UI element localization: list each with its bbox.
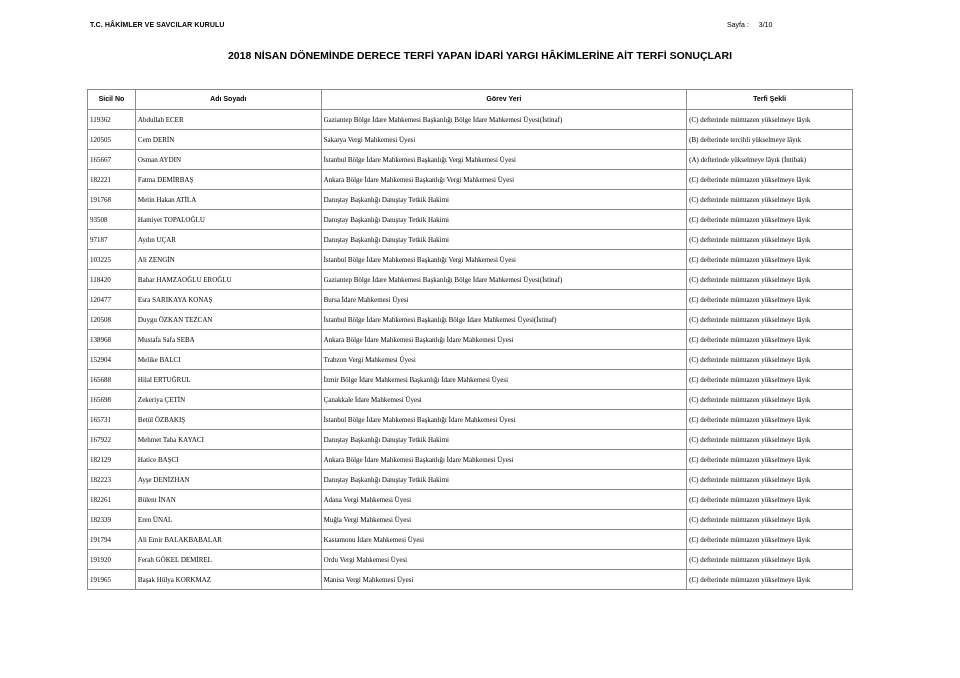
duty-location-cell: Danıştay Başkanlığı Danıştay Tetkik Hakimi bbox=[321, 190, 687, 210]
duty-location-cell: Danıştay Başkanlığı Danıştay Tetkik Hakimi bbox=[321, 210, 687, 230]
name-cell: Osman AYDIN bbox=[135, 150, 321, 170]
name-cell: Duygu ÖZKAN TEZCAN bbox=[135, 310, 321, 330]
name-cell: Metin Hakan ATİLA bbox=[135, 190, 321, 210]
table-row bbox=[88, 570, 853, 590]
name-cell: Mustafa Safa SEBA bbox=[135, 330, 321, 350]
duty-location-cell: Danıştay Başkanlığı Danıştay Tetkik Hakimi bbox=[321, 470, 687, 490]
table-row bbox=[88, 390, 853, 410]
duty-location-cell: Ankara Bölge İdare Mahkemesi Başkanlığı Vergi Mahkemesi Üyesi bbox=[321, 170, 687, 190]
promotion-type-cell: (C) defterinde mümtazen yükselmeye lâyık bbox=[687, 350, 853, 370]
duty-location-cell: İstanbul Bölge İdare Mahkemesi Başkanlığı Vergi Mahkemesi Üyesi bbox=[321, 150, 687, 170]
name-cell: Cem DERİN bbox=[135, 130, 321, 150]
table-row bbox=[88, 330, 853, 350]
name-cell: Ayşe DENİZHAN bbox=[135, 470, 321, 490]
promotion-type-cell: (A) defterinde yükselmeye lâyık (İntibak) bbox=[687, 150, 853, 170]
duty-location-cell: Trabzon Vergi Mahkemesi Üyesi bbox=[321, 350, 687, 370]
name-cell: Zekeriya ÇETİN bbox=[135, 390, 321, 410]
table-row bbox=[88, 190, 853, 210]
promotion-type-cell: (C) defterinde mümtazen yükselmeye lâyık bbox=[687, 510, 853, 530]
duty-location-cell: Muğla Vergi Mahkemesi Üyesi bbox=[321, 510, 687, 530]
promotion-type-cell: (C) defterinde mümtazen yükselmeye lâyık bbox=[687, 270, 853, 290]
table-row bbox=[88, 130, 853, 150]
promotion-type-cell: (C) defterinde mümtazen yükselmeye lâyık bbox=[687, 410, 853, 430]
table-row bbox=[88, 490, 853, 510]
duty-location-cell: Gaziantep Bölge İdare Mahkemesi Başkanlığı Bölge İdare Mahkemesi Üyesi(İstinaf) bbox=[321, 270, 687, 290]
promotion-type-cell: (B) defterinde tercihli yükselmeye lâyık bbox=[687, 130, 853, 150]
name-cell: Bahar HAMZAOĞLU EROĞLU bbox=[135, 270, 321, 290]
duty-location-cell: İstanbul Bölge İdare Mahkemesi Başkanlığı Vergi Mahkemesi Üyesi bbox=[321, 250, 687, 270]
promotion-type-cell: (C) defterinde mümtazen yükselmeye lâyık bbox=[687, 430, 853, 450]
name-cell: Başak Hülya KORKMAZ bbox=[135, 570, 321, 590]
duty-location-cell: Bursa İdare Mahkemesi Üyesi bbox=[321, 290, 687, 310]
duty-location-cell: Adana Vergi Mahkemesi Üyesi bbox=[321, 490, 687, 510]
name-cell: Hatice BAŞCI bbox=[135, 450, 321, 470]
duty-location-cell: İzmir Bölge İdare Mahkemesi Başkanlığı İdare Mahkemesi Üyesi bbox=[321, 370, 687, 390]
registry-no-cell: 191920 bbox=[88, 550, 136, 570]
name-cell: Ali ZENGİN bbox=[135, 250, 321, 270]
registry-no-cell: 120477 bbox=[88, 290, 136, 310]
registry-no-cell: 191965 bbox=[88, 570, 136, 590]
registry-no-cell: 182221 bbox=[88, 170, 136, 190]
promotion-type-cell: (C) defterinde mümtazen yükselmeye lâyık bbox=[687, 290, 853, 310]
name-cell: Melike BALCI bbox=[135, 350, 321, 370]
registry-no-cell: 165688 bbox=[88, 370, 136, 390]
promotion-type-cell: (C) defterinde mümtazen yükselmeye lâyık bbox=[687, 230, 853, 250]
promotion-type-cell: (C) defterinde mümtazen yükselmeye lâyık bbox=[687, 190, 853, 210]
duty-location-cell: İstanbul Bölge İdare Mahkemesi Başkanlığı İdare Mahkemesi Üyesi bbox=[321, 410, 687, 430]
table-row bbox=[88, 350, 853, 370]
name-cell: Abdullah ECER bbox=[135, 110, 321, 130]
page-number: 3/10 bbox=[758, 22, 773, 29]
table-row bbox=[88, 230, 853, 250]
registry-no-cell: 118420 bbox=[88, 270, 136, 290]
duty-location-cell: Ordu Vergi Mahkemesi Üyesi bbox=[321, 550, 687, 570]
table-row bbox=[88, 270, 853, 290]
registry-no-cell: 165731 bbox=[88, 410, 136, 430]
page-label: Sayfa : bbox=[727, 22, 749, 29]
promotion-type-cell: (C) defterinde mümtazen yükselmeye lâyık bbox=[687, 450, 853, 470]
registry-no-cell: 119362 bbox=[88, 110, 136, 130]
name-cell: Mehmet Taha KAYACI bbox=[135, 430, 321, 450]
duty-location-cell: Sakarya Vergi Mahkemesi Üyesi bbox=[321, 130, 687, 150]
registry-no-cell: 93508 bbox=[88, 210, 136, 230]
name-cell: Eren ÜNAL bbox=[135, 510, 321, 530]
page-indicator bbox=[727, 22, 782, 29]
table-row bbox=[88, 150, 853, 170]
table-row bbox=[88, 410, 853, 430]
table-row bbox=[88, 450, 853, 470]
table-body bbox=[88, 110, 853, 590]
name-cell: Esra SARIKAYA KONAŞ bbox=[135, 290, 321, 310]
registry-no-cell: 167922 bbox=[88, 430, 136, 450]
registry-no-cell: 191768 bbox=[88, 190, 136, 210]
table-row bbox=[88, 210, 853, 230]
table-row bbox=[88, 310, 853, 330]
duty-location-cell: İstanbul Bölge İdare Mahkemesi Başkanlığı Bölge İdare Mahkemesi Üyesi(İstinaf) bbox=[321, 310, 687, 330]
promotion-type-cell: (C) defterinde mümtazen yükselmeye lâyık bbox=[687, 530, 853, 550]
table-row bbox=[88, 530, 853, 550]
column-header-name: Adı Soyadı bbox=[135, 90, 321, 110]
table-row bbox=[88, 370, 853, 390]
name-cell: Bülent İNAN bbox=[135, 490, 321, 510]
name-cell: Hilal ERTUĞRUL bbox=[135, 370, 321, 390]
duty-location-cell: Çanakkale İdare Mahkemesi Üyesi bbox=[321, 390, 687, 410]
duty-location-cell: Manisa Vergi Mahkemesi Üyesi bbox=[321, 570, 687, 590]
registry-no-cell: 152904 bbox=[88, 350, 136, 370]
registry-no-cell: 103225 bbox=[88, 250, 136, 270]
registry-no-cell: 182261 bbox=[88, 490, 136, 510]
promotion-type-cell: (C) defterinde mümtazen yükselmeye lâyık bbox=[687, 250, 853, 270]
table-row bbox=[88, 170, 853, 190]
column-header-registry-no: Sicil No bbox=[88, 90, 136, 110]
registry-no-cell: 182223 bbox=[88, 470, 136, 490]
registry-no-cell: 120508 bbox=[88, 310, 136, 330]
name-cell: Aydın UÇAR bbox=[135, 230, 321, 250]
table-row bbox=[88, 430, 853, 450]
promotion-type-cell: (C) defterinde mümtazen yükselmeye lâyık bbox=[687, 170, 853, 190]
registry-no-cell: 165698 bbox=[88, 390, 136, 410]
promotion-type-cell: (C) defterinde mümtazen yükselmeye lâyık bbox=[687, 110, 853, 130]
registry-no-cell: 182339 bbox=[88, 510, 136, 530]
column-header-promotion-type: Terfi Şekli bbox=[687, 90, 853, 110]
promotion-type-cell: (C) defterinde mümtazen yükselmeye lâyık bbox=[687, 210, 853, 230]
table-row bbox=[88, 290, 853, 310]
promotion-results-table bbox=[87, 89, 853, 590]
name-cell: Ali Emir BALAKBABALAR bbox=[135, 530, 321, 550]
name-cell: Hamiyet TOPALOĞLU bbox=[135, 210, 321, 230]
name-cell: Fatma DEMİRBAŞ bbox=[135, 170, 321, 190]
registry-no-cell: 97187 bbox=[88, 230, 136, 250]
promotion-type-cell: (C) defterinde mümtazen yükselmeye lâyık bbox=[687, 570, 853, 590]
registry-no-cell: 165667 bbox=[88, 150, 136, 170]
duty-location-cell: Ankara Bölge İdare Mahkemesi Başkanlığı İdare Mahkemesi Üyesi bbox=[321, 330, 687, 350]
duty-location-cell: Kastamonu İdare Mahkemesi Üyesi bbox=[321, 530, 687, 550]
duty-location-cell: Danıştay Başkanlığı Danıştay Tetkik Hakimi bbox=[321, 430, 687, 450]
column-header-duty-location: Görev Yeri bbox=[321, 90, 687, 110]
registry-no-cell: 120505 bbox=[88, 130, 136, 150]
table-row bbox=[88, 250, 853, 270]
registry-no-cell: 138968 bbox=[88, 330, 136, 350]
registry-no-cell: 182129 bbox=[88, 450, 136, 470]
promotion-type-cell: (C) defterinde mümtazen yükselmeye lâyık bbox=[687, 490, 853, 510]
duty-location-cell: Ankara Bölge İdare Mahkemesi Başkanlığı İdare Mahkemesi Üyesi bbox=[321, 450, 687, 470]
promotion-type-cell: (C) defterinde mümtazen yükselmeye lâyık bbox=[687, 330, 853, 350]
name-cell: Betül ÖZBAKIŞ bbox=[135, 410, 321, 430]
name-cell: Ferah GÖKEL DEMİREL bbox=[135, 550, 321, 570]
table-row bbox=[88, 470, 853, 490]
registry-no-cell: 191794 bbox=[88, 530, 136, 550]
promotion-type-cell: (C) defterinde mümtazen yükselmeye lâyık bbox=[687, 370, 853, 390]
table-row bbox=[88, 510, 853, 530]
promotion-type-cell: (C) defterinde mümtazen yükselmeye lâyık bbox=[687, 390, 853, 410]
organization-header: T.C. HÂKİMLER VE SAVCILAR KURULU bbox=[90, 22, 225, 29]
document-title: 2018 NİSAN DÖNEMİNDE DERECE TERFİ YAPAN İDARİ YARGI HÂKİMLERİNE AİT TERFİ SONUÇLARI bbox=[227, 50, 733, 62]
duty-location-cell: Danıştay Başkanlığı Danıştay Tetkik Hakimi bbox=[321, 230, 687, 250]
table-row bbox=[88, 550, 853, 570]
table-row bbox=[88, 110, 853, 130]
duty-location-cell: Gaziantep Bölge İdare Mahkemesi Başkanlığı Bölge İdare Mahkemesi Üyesi(İstinaf) bbox=[321, 110, 687, 130]
table-header-row bbox=[88, 90, 853, 110]
promotion-type-cell: (C) defterinde mümtazen yükselmeye lâyık bbox=[687, 470, 853, 490]
promotion-type-cell: (C) defterinde mümtazen yükselmeye lâyık bbox=[687, 550, 853, 570]
promotion-type-cell: (C) defterinde mümtazen yükselmeye lâyık bbox=[687, 310, 853, 330]
